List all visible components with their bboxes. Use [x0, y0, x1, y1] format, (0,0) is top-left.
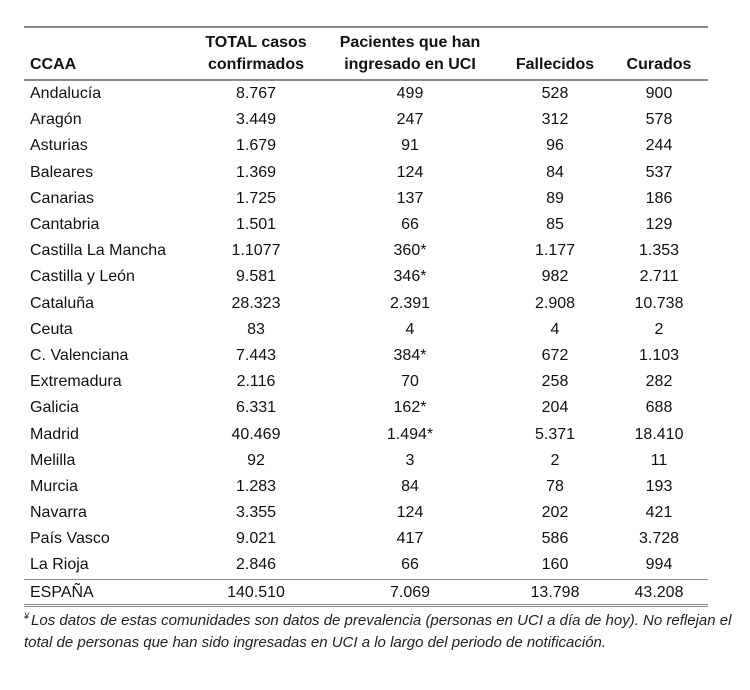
cell-pacientes-uci: 162*	[393, 399, 427, 417]
cell-fallecidos: 202	[541, 504, 569, 522]
table-row	[24, 291, 708, 317]
cell-fallecidos: 96	[546, 137, 564, 155]
cell-total-casos: 7.443	[235, 346, 277, 364]
table-row	[24, 80, 708, 107]
total-cell-fallecidos: 13.798	[530, 583, 580, 601]
cell-pacientes-uci: 66	[401, 216, 419, 234]
cell-fallecidos: 258	[541, 373, 569, 391]
header-curados: Curados	[626, 56, 692, 73]
cell-fallecidos: 1.177	[534, 242, 576, 260]
cell-curados: 994	[645, 556, 673, 574]
cell-curados: 11	[650, 451, 668, 469]
table-row	[24, 526, 708, 552]
total-cell-total-casos: 140.510	[227, 583, 285, 601]
cell-pacientes-uci: 499	[396, 85, 424, 103]
cell-pacientes-uci: 360*	[393, 242, 427, 260]
footnote-marker: ¥	[24, 611, 30, 621]
cell-total-casos: 40.469	[231, 425, 281, 443]
cell-fallecidos: 312	[541, 111, 569, 129]
table-row	[24, 369, 708, 395]
cell-total-casos: 3.449	[235, 111, 277, 129]
cell-fallecidos: 2.908	[534, 294, 576, 312]
cell-curados: 1.353	[638, 242, 680, 260]
cell-curados: 129	[645, 216, 673, 234]
covid-table-container	[24, 26, 708, 606]
cell-curados: 578	[645, 111, 673, 129]
cell-pacientes-uci: 3	[405, 451, 415, 469]
cell-region: Asturias	[30, 137, 88, 155]
cell-total-casos: 1.501	[235, 216, 277, 234]
cell-total-casos: 83	[247, 320, 265, 338]
cell-region: Madrid	[30, 425, 79, 443]
table-row	[24, 133, 708, 159]
cell-region: Cantabria	[30, 216, 100, 234]
header-fallecidos: Fallecidos	[515, 56, 595, 73]
total-cell-pacientes-uci: 7.069	[389, 583, 431, 601]
cell-fallecidos: 586	[541, 530, 569, 548]
cell-region: Navarra	[30, 504, 87, 522]
cell-curados: 3.728	[638, 530, 680, 548]
cell-total-casos: 9.021	[235, 530, 277, 548]
table-row	[24, 107, 708, 133]
cell-region: Andalucía	[30, 85, 102, 103]
cell-region: País Vasco	[30, 530, 110, 548]
cell-fallecidos: 85	[546, 216, 564, 234]
cell-pacientes-uci: 417	[396, 530, 424, 548]
cell-curados: 186	[645, 189, 673, 207]
cell-fallecidos: 2	[550, 451, 560, 469]
cell-total-casos: 1.369	[235, 163, 277, 181]
cell-curados: 282	[645, 373, 673, 391]
table-header	[24, 27, 708, 80]
cell-region: Galicia	[30, 399, 79, 417]
table-row	[24, 343, 708, 369]
table-body	[24, 80, 708, 606]
covid-table	[24, 26, 708, 606]
cell-curados: 2	[654, 320, 664, 338]
cell-curados: 421	[645, 504, 673, 522]
table-row	[24, 448, 708, 474]
cell-pacientes-uci: 137	[396, 189, 424, 207]
cell-pacientes-uci: 124	[396, 163, 424, 181]
cell-curados: 537	[645, 163, 673, 181]
table-row	[24, 421, 708, 447]
footnote	[24, 610, 750, 654]
cell-curados: 1.103	[638, 346, 680, 364]
cell-pacientes-uci: 247	[396, 111, 424, 129]
cell-total-casos: 2.846	[235, 556, 277, 574]
cell-total-casos: 3.355	[235, 504, 277, 522]
cell-region: La Rioja	[30, 556, 89, 574]
total-row	[24, 579, 708, 606]
cell-region: Murcia	[30, 477, 79, 495]
cell-curados: 2.711	[639, 268, 679, 286]
header-row	[24, 27, 708, 80]
cell-pacientes-uci: 4	[405, 320, 415, 338]
table-row	[24, 474, 708, 500]
footnote-divider	[24, 604, 708, 607]
cell-pacientes-uci: 346*	[393, 268, 427, 286]
cell-curados: 18.410	[634, 425, 684, 443]
total-cell-region: ESPAÑA	[30, 583, 94, 601]
cell-total-casos: 8.767	[235, 85, 277, 103]
cell-total-casos: 2.116	[236, 373, 276, 391]
cell-region: Cataluña	[30, 294, 95, 312]
cell-total-casos: 28.323	[231, 294, 281, 312]
cell-total-casos: 1.679	[235, 137, 277, 155]
table-row	[24, 552, 708, 579]
cell-fallecidos: 982	[541, 268, 569, 286]
cell-pacientes-uci: 84	[401, 477, 419, 495]
cell-curados: 900	[645, 85, 673, 103]
cell-fallecidos: 204	[541, 399, 569, 417]
cell-fallecidos: 89	[546, 189, 564, 207]
cell-region: C. Valenciana	[30, 346, 129, 364]
cell-fallecidos: 5.371	[534, 425, 576, 443]
cell-region: Aragón	[30, 111, 82, 129]
cell-region: Canarias	[30, 189, 95, 207]
cell-curados: 244	[645, 137, 673, 155]
cell-fallecidos: 528	[541, 85, 569, 103]
cell-curados: 688	[645, 399, 673, 417]
total-cell-curados: 43.208	[634, 583, 684, 601]
table-row	[24, 264, 708, 290]
cell-fallecidos: 4	[550, 320, 560, 338]
cell-pacientes-uci: 66	[401, 556, 419, 574]
cell-fallecidos: 78	[546, 477, 564, 495]
header-total-casos: TOTAL casos confirmados	[205, 34, 307, 73]
footnote-line-1: ¥ Los datos de estas comunidades son datos de prevalencia (personas en UCI a día de hoy). No reflejan el	[24, 611, 732, 629]
cell-total-casos: 9.581	[235, 268, 277, 286]
table-row	[24, 317, 708, 343]
cell-region: Extremadura	[30, 373, 122, 391]
footnote-line-2: total de personas que han sido ingresadas en UCI a lo largo del periodo de notificación.	[24, 634, 607, 651]
table-row	[24, 500, 708, 526]
cell-fallecidos: 160	[541, 556, 569, 574]
cell-region: Baleares	[30, 163, 94, 181]
cell-curados: 193	[645, 477, 673, 495]
header-ccaa: CCAA	[30, 56, 77, 73]
cell-region: Melilla	[30, 451, 76, 469]
cell-total-casos: 1.725	[235, 189, 277, 207]
table-row	[24, 238, 708, 264]
cell-pacientes-uci: 124	[396, 504, 424, 522]
cell-total-casos: 6.331	[235, 399, 277, 417]
cell-pacientes-uci: 91	[401, 137, 419, 155]
cell-fallecidos: 672	[541, 346, 569, 364]
cell-pacientes-uci: 1.494*	[386, 425, 434, 443]
cell-total-casos: 92	[247, 451, 265, 469]
table-row	[24, 395, 708, 421]
header-pacientes-uci: Pacientes que han ingresado en UCI	[339, 34, 481, 73]
cell-region: Ceuta	[30, 320, 73, 338]
cell-total-casos: 1.283	[235, 477, 277, 495]
cell-region: Castilla y León	[30, 268, 135, 286]
table-row	[24, 186, 708, 212]
cell-curados: 10.738	[634, 294, 684, 312]
table-row	[24, 160, 708, 186]
cell-fallecidos: 84	[546, 163, 564, 181]
cell-pacientes-uci: 384*	[393, 346, 427, 364]
cell-region: Castilla La Mancha	[30, 242, 167, 260]
cell-total-casos: 1.1077	[231, 242, 281, 260]
table-row	[24, 212, 708, 238]
cell-pacientes-uci: 70	[401, 373, 419, 391]
cell-pacientes-uci: 2.391	[389, 294, 431, 312]
